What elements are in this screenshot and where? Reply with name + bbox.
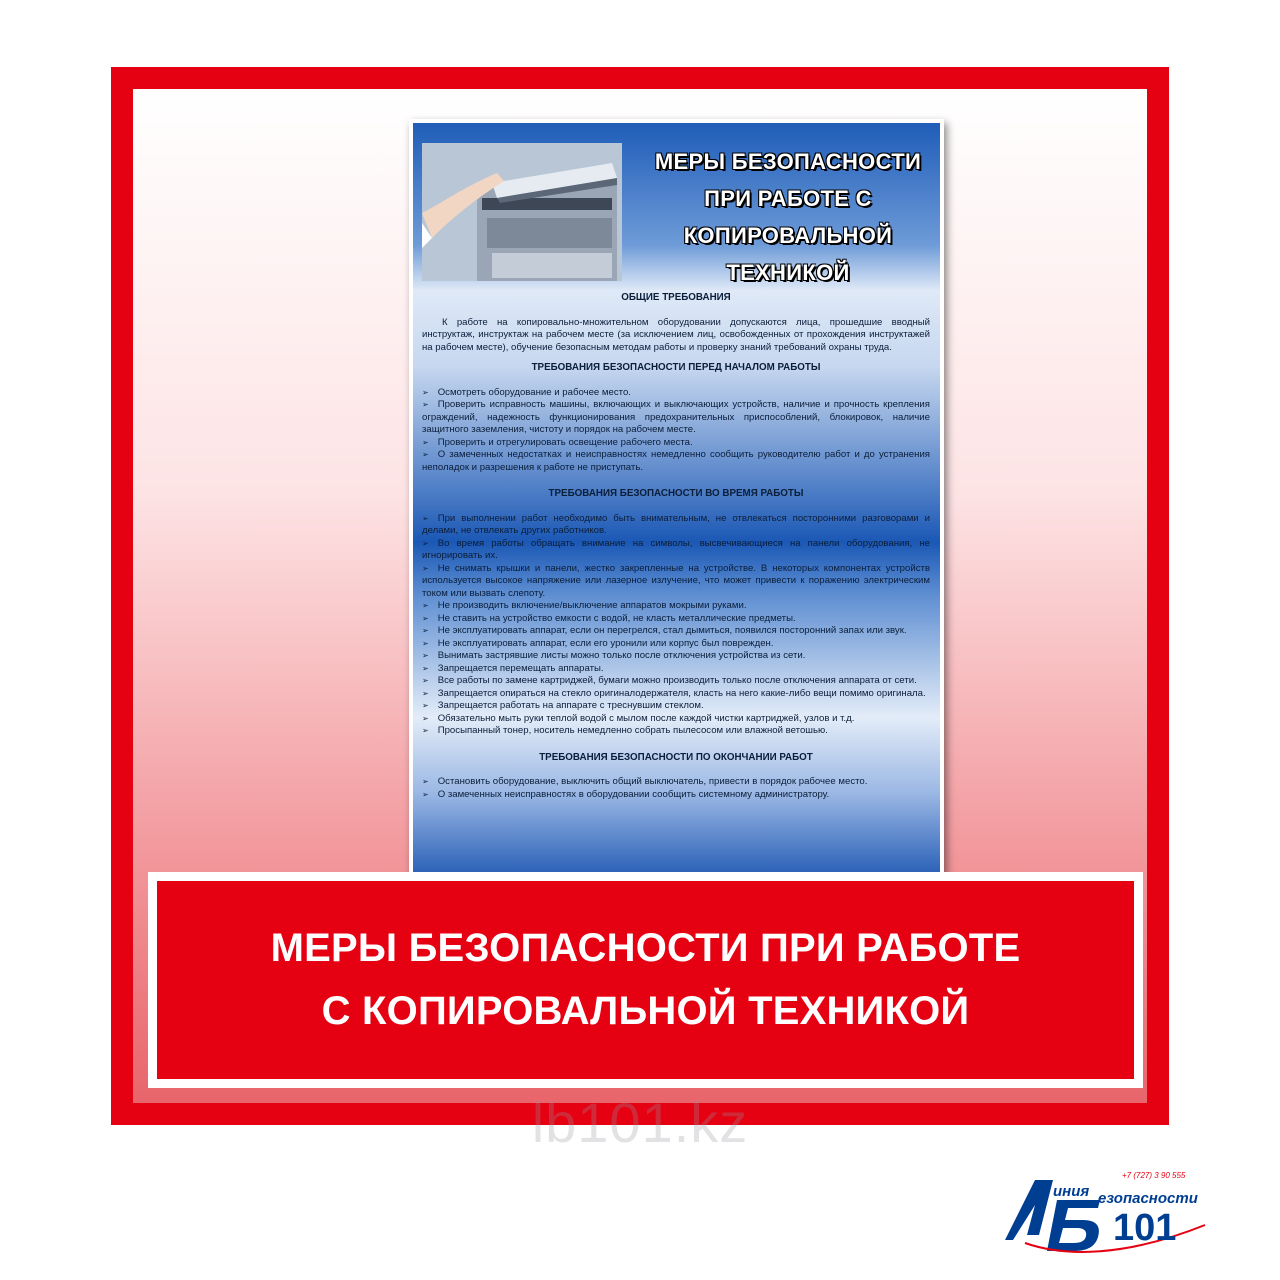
list-item: ➢ О замеченных неисправностях в оборудовании сообщить системному администратору. [422, 789, 930, 802]
copier-illustration [422, 143, 622, 281]
before-list [422, 387, 930, 475]
poster-text [422, 288, 930, 801]
list-item: ➢ Обязательно мыть руки теплой водой с мылом после каждой чистки картриджей, узлов и т.д. [422, 713, 930, 726]
list-item: ➢ Проверить и отрегулировать освещение рабочего места. [422, 437, 930, 450]
list-item: ➢ Не эксплуатировать аппарат, если его уронили или корпус был поврежден. [422, 638, 930, 651]
logo-text-line-2: езопасности [1098, 1190, 1198, 1207]
list-item: ➢ При выполнении работ необходимо быть внимательным, не отвлекаться посторонними разговорами и делами, не отвлекать других работников. [422, 513, 930, 538]
general-paragraph: К работе на копировально-множительном оборудовании допускаются лица, прошедшие вводный инструктаж, инструктаж на рабочем месте (за исключением лиц, освобожденных от прохождения инструктажей на рабочем месте), обучение безопасным методам работы и проверку знаний требований охраны труда. [422, 316, 930, 353]
red-frame [111, 67, 1169, 1125]
poster-title-line: МЕРЫ БЕЗОПАСНОСТИ [654, 149, 922, 174]
logo-number: 101 [1113, 1207, 1177, 1249]
during-list [422, 513, 930, 738]
poster-body [413, 123, 940, 885]
list-item: ➢ Не эксплуатировать аппарат, если он перегрелся, стал дымиться, появился посторонний запах или звук. [422, 625, 930, 638]
list-item: ➢ Не производить включение/выключение аппаратов мокрыми руками. [422, 600, 930, 613]
safety-poster [409, 119, 944, 889]
list-item: ➢ Остановить оборудование, выключить общий выключатель, привести в порядок рабочее место. [422, 776, 930, 789]
list-item: ➢ Все работы по замене картриджей, бумаги можно производить только после отключения аппарата от сети. [422, 675, 930, 688]
list-item: ➢ Запрещается работать на аппарате с треснувшим стеклом. [422, 700, 930, 713]
copier-photo [422, 143, 622, 281]
after-list [422, 776, 930, 801]
list-item: ➢ Не снимать крышки и панели, жестко закрепленные на устройстве. В некоторых компонентах устройств используется высокое напряжение или лазерное излучение, что может привести к поражению электрическим током или вызвать слепоту. [422, 563, 930, 601]
list-item: ➢ Запрещается опираться на стекло оригиналодержателя, класть на него какие-либо вещи помимо оригинала. [422, 688, 930, 701]
list-item: ➢ Проверить исправность машины, включающих и выключающих устройств, наличие и прочность крепления ограждений, надежность функционирования предохранительных приспособлений, блокировок, наличие защитного заземления, чистоту и порядок на рабочем месте. [422, 399, 930, 437]
during-heading: ТРЕБОВАНИЯ БЕЗОПАСНОСТИ ВО ВРЕМЯ РАБОТЫ [548, 488, 804, 499]
list-item: ➢ Вынимать застрявшие листы можно только после отключения устройства из сети. [422, 650, 930, 663]
title-banner-inner [157, 881, 1134, 1079]
banner-title-line-1: МЕРЫ БЕЗОПАСНОСТИ ПРИ РАБОТЕ [270, 926, 1021, 970]
frame-inner-area [133, 89, 1147, 1103]
poster-title-line: ТЕХНИКОЙ [726, 260, 850, 285]
after-heading: ТРЕБОВАНИЯ БЕЗОПАСНОСТИ ПО ОКОНЧАНИИ РАБОТ [539, 751, 813, 763]
poster-title-line: ПРИ РАБОТЕ С [704, 186, 872, 211]
list-item: ➢ Просыпанный тонер, носитель немедленно собрать пылесосом или влажной ветошью. [422, 725, 930, 738]
list-item: ➢ Не ставить на устройство емкости с водой, не класть металлические предметы. [422, 613, 930, 626]
watermark: lb101.kz [531, 1091, 749, 1154]
list-item: ➢ Осмотреть оборудование и рабочее место. [422, 387, 930, 400]
general-heading: ОБЩИЕ ТРЕБОВАНИЯ [621, 292, 731, 303]
logo-text-line-1: иния [1053, 1183, 1090, 1200]
title-banner [148, 872, 1143, 1088]
poster-title-line: КОПИРОВАЛЬНОЙ [683, 223, 893, 248]
list-item: ➢ О замеченных недостатках и неисправностях немедленно сообщить руководителю работ и до устранения неполадок и разрешения к работе не приступать. [422, 449, 930, 474]
before-heading: ТРЕБОВАНИЯ БЕЗОПАСНОСТИ ПЕРЕД НАЧАЛОМ РАБОТЫ [531, 362, 821, 373]
banner-title-line-2: С КОПИРОВАЛЬНОЙ ТЕХНИКОЙ [321, 989, 970, 1033]
poster-title [635, 143, 940, 291]
list-item: ➢ Во время работы обращать внимание на символы, высвечивающиеся на панели оборудования, не игнорировать их. [422, 538, 930, 563]
logo-phone: +7 (727) 3 90 555 [1122, 1171, 1186, 1180]
list-item: ➢ Запрещается перемещать аппараты. [422, 663, 930, 676]
